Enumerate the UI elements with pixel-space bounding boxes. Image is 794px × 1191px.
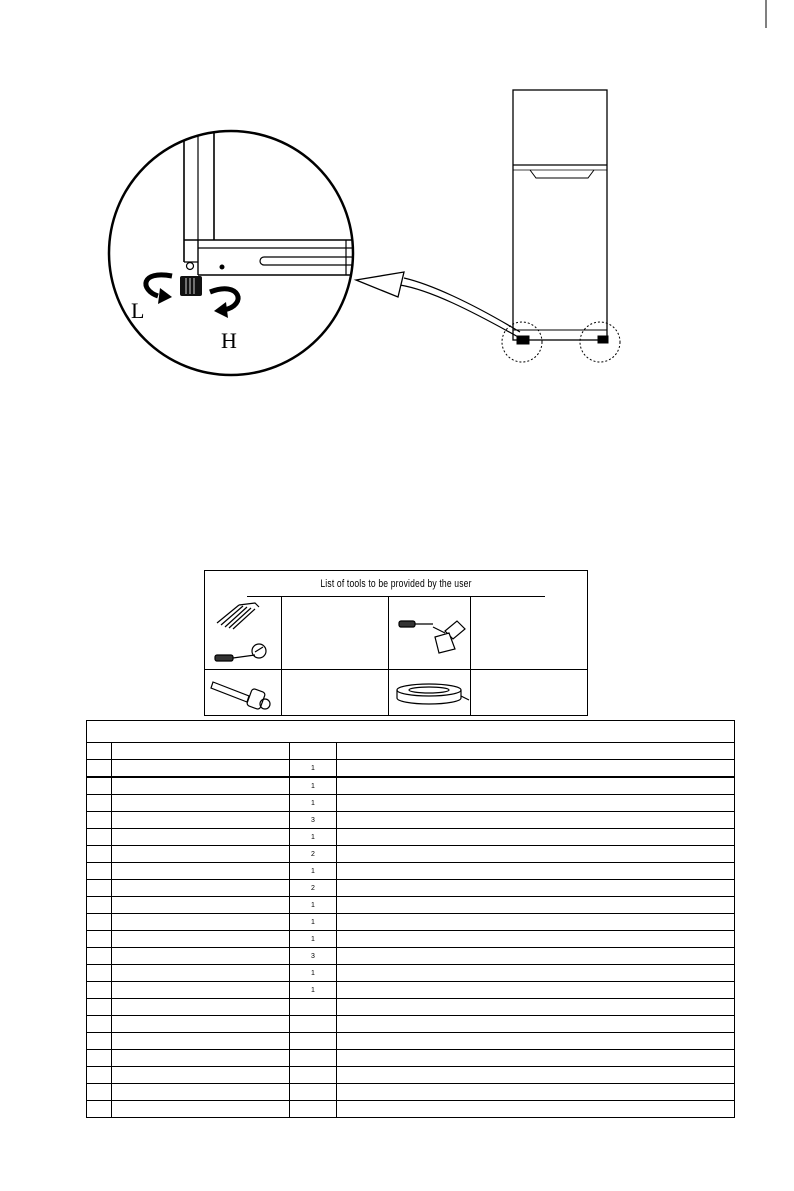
- callout-arrow: [356, 272, 520, 338]
- table-row: [87, 999, 735, 1016]
- table-cell: [337, 1084, 735, 1101]
- table-cell: [87, 931, 112, 948]
- qty-cell: 1: [290, 914, 337, 931]
- table-row: [87, 829, 735, 846]
- table-cell: [337, 1067, 735, 1084]
- refrigerator-icon: [502, 90, 620, 362]
- qty-cell: 1: [290, 829, 337, 846]
- table-cell: [87, 948, 112, 965]
- qty-cell: [290, 1016, 337, 1033]
- table-cell: [87, 829, 112, 846]
- table-cell: [112, 1101, 290, 1118]
- table-row: [87, 777, 735, 795]
- table-cell: [112, 948, 290, 965]
- table-cell: [337, 999, 735, 1016]
- table-cell: [87, 982, 112, 999]
- table-row: [87, 1033, 735, 1050]
- leveling-foot: [180, 276, 202, 296]
- tape-roll-icon: [389, 670, 471, 714]
- table-cell: [112, 880, 290, 897]
- table-cell: [87, 1016, 112, 1033]
- table-caption-row: [87, 721, 735, 743]
- table-cell: [112, 846, 290, 863]
- table-cell: [87, 846, 112, 863]
- table-cell: [337, 982, 735, 999]
- table-cell: [87, 777, 112, 795]
- qty-cell: 1: [290, 982, 337, 999]
- qty-cell: [290, 1101, 337, 1118]
- table-cell: [112, 1033, 290, 1050]
- table-cell: [112, 914, 290, 931]
- table-cell: [337, 1033, 735, 1050]
- table-cell: [112, 1067, 290, 1084]
- table-cell: [337, 1101, 735, 1118]
- qty-cell: 2: [290, 880, 337, 897]
- header-cell: [337, 743, 735, 760]
- table-row: [87, 1050, 735, 1067]
- table-cell: [112, 1084, 290, 1101]
- parts-table: [86, 720, 735, 1118]
- table-cell: [337, 931, 735, 948]
- table-cell: [337, 829, 735, 846]
- table-cell: [337, 812, 735, 829]
- table-row: [87, 965, 735, 982]
- table-cell: [87, 897, 112, 914]
- qty-cell: 2: [290, 846, 337, 863]
- table-cell: [337, 863, 735, 880]
- tool-label-cell: [282, 670, 389, 715]
- table-row: [87, 914, 735, 931]
- qty-cell: [290, 1084, 337, 1101]
- tool-label-cell: [471, 597, 587, 670]
- table-cell: [87, 863, 112, 880]
- table-row: [87, 760, 735, 778]
- table-cell: [337, 846, 735, 863]
- low-label: L: [131, 298, 145, 323]
- table-cell: [112, 1016, 290, 1033]
- table-cell: [337, 948, 735, 965]
- qty-cell: [290, 1067, 337, 1084]
- header-cell: [112, 743, 290, 760]
- table-caption-cell: [87, 721, 735, 743]
- table-row: [87, 846, 735, 863]
- table-cell: [87, 1101, 112, 1118]
- table-cell: [112, 999, 290, 1016]
- table-header-row: [87, 743, 735, 760]
- table-cell: [337, 777, 735, 795]
- table-row: [87, 880, 735, 897]
- table-cell: [87, 1067, 112, 1084]
- table-cell: [337, 914, 735, 931]
- table-cell: [87, 1033, 112, 1050]
- qty-cell: 1: [290, 760, 337, 778]
- hex-keys-icon: [205, 597, 281, 669]
- table-cell: [112, 829, 290, 846]
- table-cell: [112, 795, 290, 812]
- tools-grid: [205, 597, 587, 715]
- table-cell: [87, 1084, 112, 1101]
- table-cell: [112, 982, 290, 999]
- table-cell: [87, 1050, 112, 1067]
- table-cell: [337, 760, 735, 778]
- table-row: [87, 897, 735, 914]
- table-cell: [112, 931, 290, 948]
- tool-cell: [389, 670, 471, 715]
- tool-label-cell: [282, 597, 389, 670]
- table-cell: [337, 1050, 735, 1067]
- table-row: [87, 948, 735, 965]
- qty-cell: 1: [290, 965, 337, 982]
- qty-cell: 1: [290, 863, 337, 880]
- table-cell: [337, 795, 735, 812]
- tool-cell: [389, 597, 471, 670]
- foot-adjustment-diagram: [0, 0, 794, 400]
- table-cell: [112, 863, 290, 880]
- table-row: [87, 1016, 735, 1033]
- tool-label-cell: [471, 670, 587, 715]
- qty-cell: [290, 1050, 337, 1067]
- qty-cell: [290, 1033, 337, 1050]
- screwdriver-putty-knife-icon: [389, 597, 471, 669]
- table-cell: [112, 760, 290, 778]
- table-cell: [112, 897, 290, 914]
- table-row: [87, 1101, 735, 1118]
- table-cell: [87, 812, 112, 829]
- qty-cell: 1: [290, 897, 337, 914]
- table-cell: [337, 880, 735, 897]
- table-cell: [87, 965, 112, 982]
- table-cell: [112, 812, 290, 829]
- table-cell: [87, 880, 112, 897]
- header-cell: [290, 743, 337, 760]
- tools-list-title: List of tools to be provided by the user: [247, 571, 545, 597]
- qty-cell: 1: [290, 777, 337, 795]
- table-cell: [337, 897, 735, 914]
- hammer-icon: [205, 670, 281, 714]
- table-row: [87, 1084, 735, 1101]
- table-cell: [87, 760, 112, 778]
- table-cell: [112, 777, 290, 795]
- header-cell: [87, 743, 112, 760]
- table-cell: [87, 914, 112, 931]
- qty-cell: 3: [290, 812, 337, 829]
- tools-list-box: [204, 570, 588, 716]
- table-row: [87, 931, 735, 948]
- table-row: [87, 863, 735, 880]
- table-cell: [112, 965, 290, 982]
- qty-cell: 1: [290, 931, 337, 948]
- table-row: [87, 1067, 735, 1084]
- qty-cell: 1: [290, 795, 337, 812]
- qty-cell: 3: [290, 948, 337, 965]
- table-cell: [87, 999, 112, 1016]
- table-row: [87, 812, 735, 829]
- table-cell: [337, 1016, 735, 1033]
- tool-cell: [205, 670, 282, 715]
- table-cell: [87, 795, 112, 812]
- table-cell: [112, 1050, 290, 1067]
- table-row: [87, 982, 735, 999]
- table-cell: [337, 965, 735, 982]
- table-row: [87, 795, 735, 812]
- qty-cell: [290, 999, 337, 1016]
- tool-cell: [205, 597, 282, 670]
- high-label: H: [221, 328, 237, 353]
